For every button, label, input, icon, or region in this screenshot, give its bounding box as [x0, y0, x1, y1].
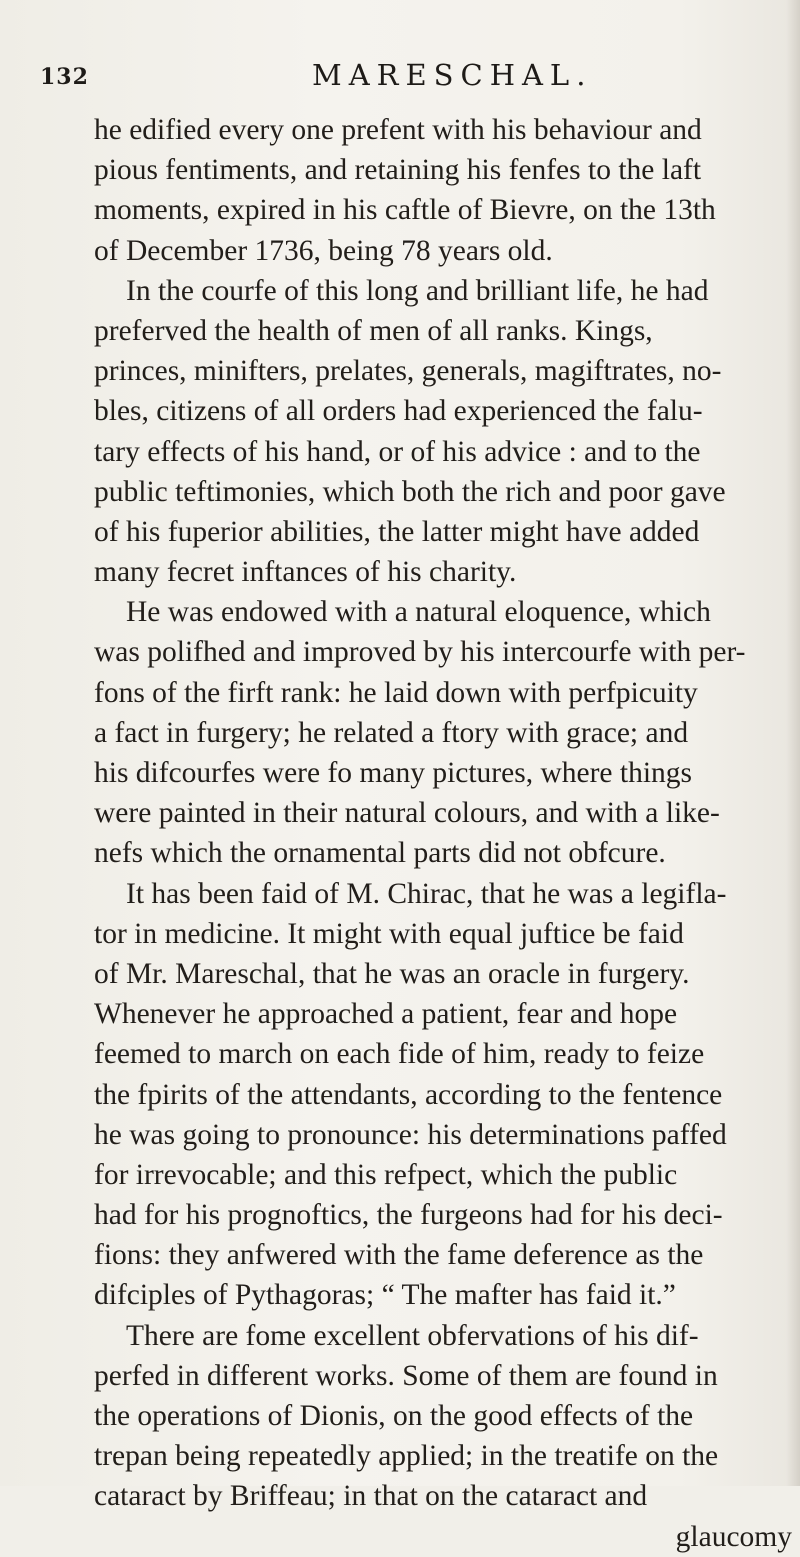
text-line: many fecret inftances of his charity. — [94, 556, 517, 589]
text-line: bles, citizens of all orders had experienced the falu- — [94, 395, 703, 428]
text-line: princes, minifters, prelates, generals, magiftrates, no- — [94, 355, 722, 388]
text-line: he was going to pronounce: his determinations paffed — [94, 1118, 727, 1151]
running-head — [40, 58, 800, 98]
text-line: had for his prognoftics, the furgeons had for his deci- — [94, 1199, 723, 1232]
text-line: was polifhed and improved by his intercourfe with per- — [94, 636, 746, 669]
text-line: were painted in their natural colours, and with a like- — [94, 797, 720, 830]
text-line: nefs which the ornamental parts did not obfcure. — [94, 837, 666, 870]
text-line: difciples of Pythagoras; “ The mafter has faid it.” — [94, 1279, 676, 1312]
text-line: tary effects of his hand, or of his advice : and to the — [94, 435, 701, 468]
catchword: glaucomy — [675, 1520, 792, 1553]
text-line: the fpirits of the attendants, according to the fentence — [94, 1078, 723, 1111]
text-line: perfed in different works. Some of them are found in — [94, 1359, 718, 1392]
text-line: he edified every one prefent with his behaviour and — [94, 114, 702, 146]
text-line: feemed to march on each fide of him, ready to feize — [94, 1038, 705, 1071]
text-line: public teftimonies, which both the rich and poor gave — [94, 475, 726, 508]
text-line: his difcourfes were fo many pictures, where things — [94, 757, 693, 789]
text-line: of Mr. Mareschal, that he was an oracle in furgery. — [94, 957, 690, 990]
text-line: preferved the health of men of all ranks. Kings, — [94, 314, 653, 347]
page-number: 132 — [40, 64, 89, 90]
running-title: MARESCHAL. — [312, 58, 593, 92]
text-line: of his fuperior abilities, the latter might have added — [94, 515, 700, 548]
text-line: of December 1736, being 78 years old. — [94, 234, 553, 267]
text-line: a fact in furgery; he related a ftory with grace; and — [94, 716, 689, 749]
paragraph-start-line: He was endowed with a natural eloquence, which — [126, 596, 711, 629]
paragraph-start-line: It has been faid of M. Chirac, that he was a legifla- — [126, 877, 727, 910]
body-text — [94, 110, 794, 1557]
text-line: for irrevocable; and this refpect, which the public — [94, 1158, 678, 1191]
text-line: the operations of Dionis, on the good effects of the — [94, 1400, 694, 1432]
text-line: tor in medicine. It might with equal juftice be faid — [94, 917, 684, 950]
text-line: moments, expired in his caftle of Bievre, on the 13th — [94, 194, 716, 227]
paragraph-start-line: There are fome excellent obfervations of his dif- — [126, 1319, 699, 1352]
text-line: Whenever he approached a patient, fear and hope — [94, 998, 678, 1031]
text-line: pious fentiments, and retaining his fenfes to the laft — [94, 154, 702, 187]
text-line: fions: they anfwered with the fame deference as the — [94, 1239, 704, 1272]
text-line: cataract by Briffeau; in that on the cataract and — [94, 1480, 648, 1513]
paragraph-start-line: In the courfe of this long and brilliant life, he had — [126, 274, 709, 307]
text-line: fons of the firft rank: he laid down with perfpicuity — [94, 676, 698, 709]
text-line: trepan being repeatedly applied; in the treatife on the — [94, 1440, 719, 1473]
